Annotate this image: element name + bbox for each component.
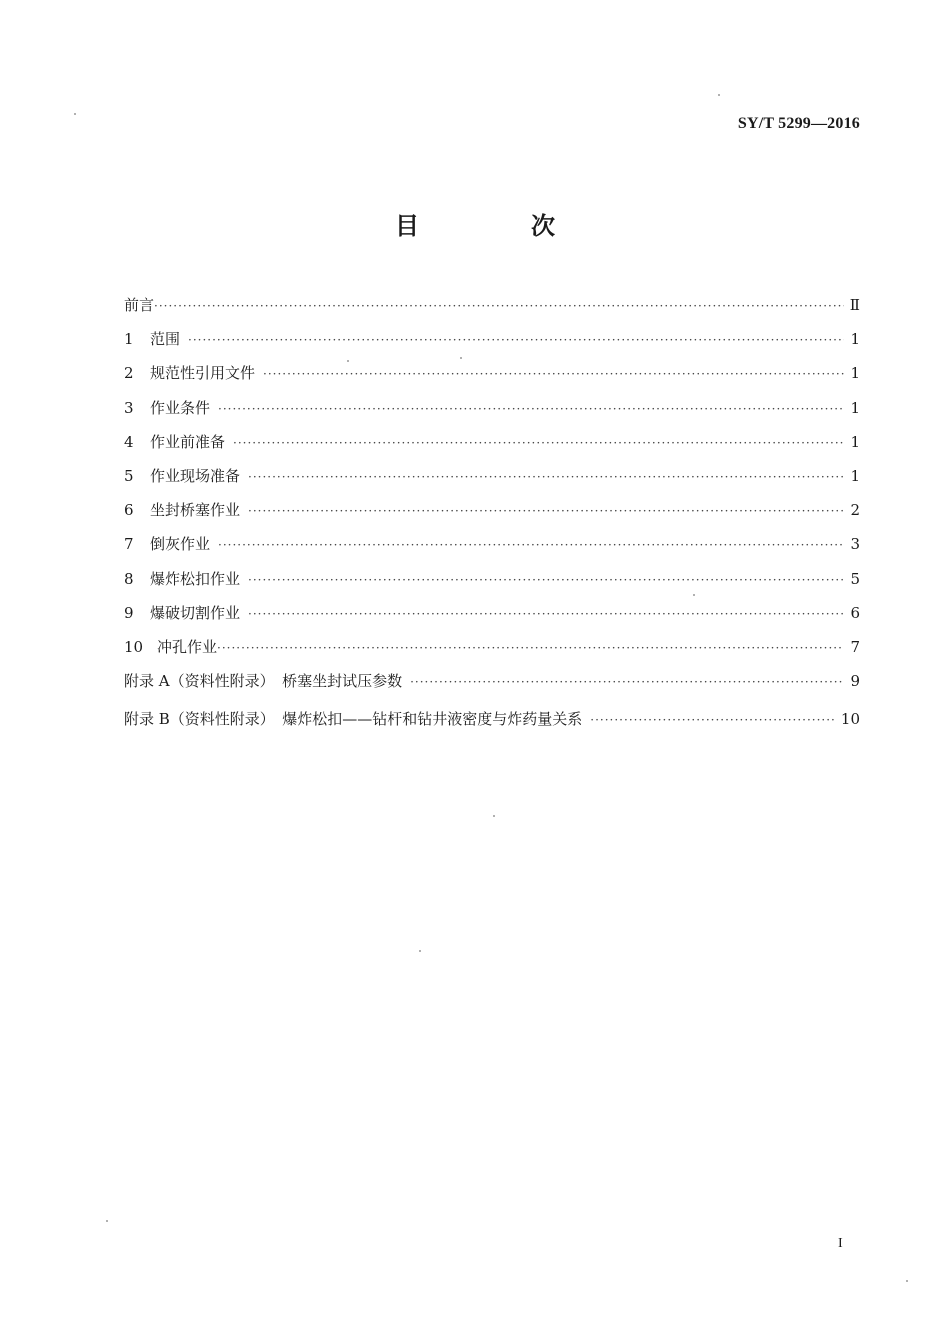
toc-entry-7[interactable]: [124, 533, 860, 567]
toc-entry-4[interactable]: [124, 431, 860, 465]
scan-speck: [419, 950, 421, 952]
toc-leader-dots: [154, 299, 844, 313]
toc-entry-label: 作业前准备: [150, 432, 226, 451]
table-of-contents: [124, 294, 860, 742]
scan-speck: [347, 360, 349, 362]
toc-leader-dots: [248, 573, 844, 587]
toc-entry-number: 4: [124, 432, 134, 451]
toc-entry-number: 5: [124, 466, 134, 485]
toc-leader-dots: [233, 436, 844, 450]
toc-entry-page: 7: [850, 637, 860, 656]
toc-leader-dots: [248, 504, 844, 518]
scan-speck: [74, 113, 76, 115]
toc-entry-page: 9: [850, 672, 860, 691]
toc-entry-page: 1: [850, 432, 860, 451]
toc-entry-page: 6: [850, 603, 860, 622]
toc-entry-label: 前言: [124, 296, 155, 314]
standard-code: SY/T 5299—2016: [737, 115, 860, 132]
toc-leader-dots: [263, 367, 844, 381]
toc-leader-dots: [188, 333, 844, 347]
toc-entry-number: 8: [124, 569, 134, 588]
toc-leader-dots: [248, 607, 844, 621]
toc-entry-number: 3: [124, 398, 134, 417]
toc-leader-dots: [218, 538, 844, 552]
toc-entry-1[interactable]: [124, 328, 860, 362]
toc-entry-page: 2: [850, 501, 860, 520]
toc-entry-label: 冲孔作业: [157, 637, 218, 656]
toc-leader-dots: [248, 470, 844, 484]
toc-entry-number: 7: [124, 535, 134, 554]
toc-entry-page: 1: [850, 330, 860, 349]
toc-entry-label: 倒灰作业: [150, 535, 211, 554]
toc-entry-label: 爆炸松扣作业: [150, 569, 241, 588]
toc-entry-page: 10: [840, 710, 860, 729]
toc-leader-dots: [217, 641, 844, 655]
scan-speck: [493, 815, 495, 817]
toc-entry-page: 3: [850, 535, 860, 554]
toc-entry-page: 1: [850, 398, 860, 417]
toc-entry-number: 2: [124, 364, 134, 383]
toc-leader-dots: [410, 675, 844, 689]
toc-entry-number: 9: [124, 603, 134, 622]
scan-speck: [106, 1220, 108, 1222]
toc-title: 目 次: [395, 212, 599, 240]
scan-speck: [906, 1280, 908, 1282]
toc-entry-number: 6: [124, 501, 134, 520]
toc-entry-6[interactable]: [124, 499, 860, 533]
scan-speck: [718, 94, 720, 96]
toc-entry-label: 附录 B（资料性附录） 爆炸松扣——钻杆和钻井液密度与炸药量关系: [124, 710, 583, 729]
toc-entry-3[interactable]: [124, 397, 860, 431]
toc-entry-10[interactable]: [124, 636, 860, 670]
toc-entry-appendix-a[interactable]: [124, 670, 860, 704]
toc-entry-page: 1: [850, 364, 860, 383]
toc-entry-5[interactable]: [124, 465, 860, 499]
toc-leader-dots: [218, 402, 844, 416]
toc-entry-page: 1: [850, 466, 860, 485]
toc-leader-dots: [590, 713, 837, 727]
page-number: I: [838, 1236, 843, 1251]
toc-entry-number: 10: [124, 637, 144, 656]
toc-entry-label: 作业条件: [150, 398, 211, 417]
toc-entry-9[interactable]: [124, 602, 860, 636]
toc-entry-page: 5: [850, 569, 860, 588]
toc-entry-2[interactable]: [124, 362, 860, 396]
toc-entry-page: Ⅱ: [849, 296, 860, 314]
toc-entry-foreword[interactable]: [124, 294, 860, 328]
scan-speck: [693, 594, 695, 596]
scan-speck: [460, 357, 462, 359]
toc-entry-label: 作业现场准备: [150, 466, 241, 485]
toc-entry-8[interactable]: [124, 568, 860, 602]
toc-entry-number: 1: [124, 330, 134, 349]
toc-entry-label: 附录 A（资料性附录） 桥塞坐封试压参数: [124, 672, 403, 691]
toc-entry-label: 爆破切割作业: [150, 603, 241, 622]
toc-entry-appendix-b[interactable]: [124, 708, 860, 742]
toc-entry-label: 规范性引用文件: [150, 364, 256, 383]
toc-entry-label: 坐封桥塞作业: [150, 501, 241, 520]
toc-entry-label: 范围: [150, 330, 181, 349]
